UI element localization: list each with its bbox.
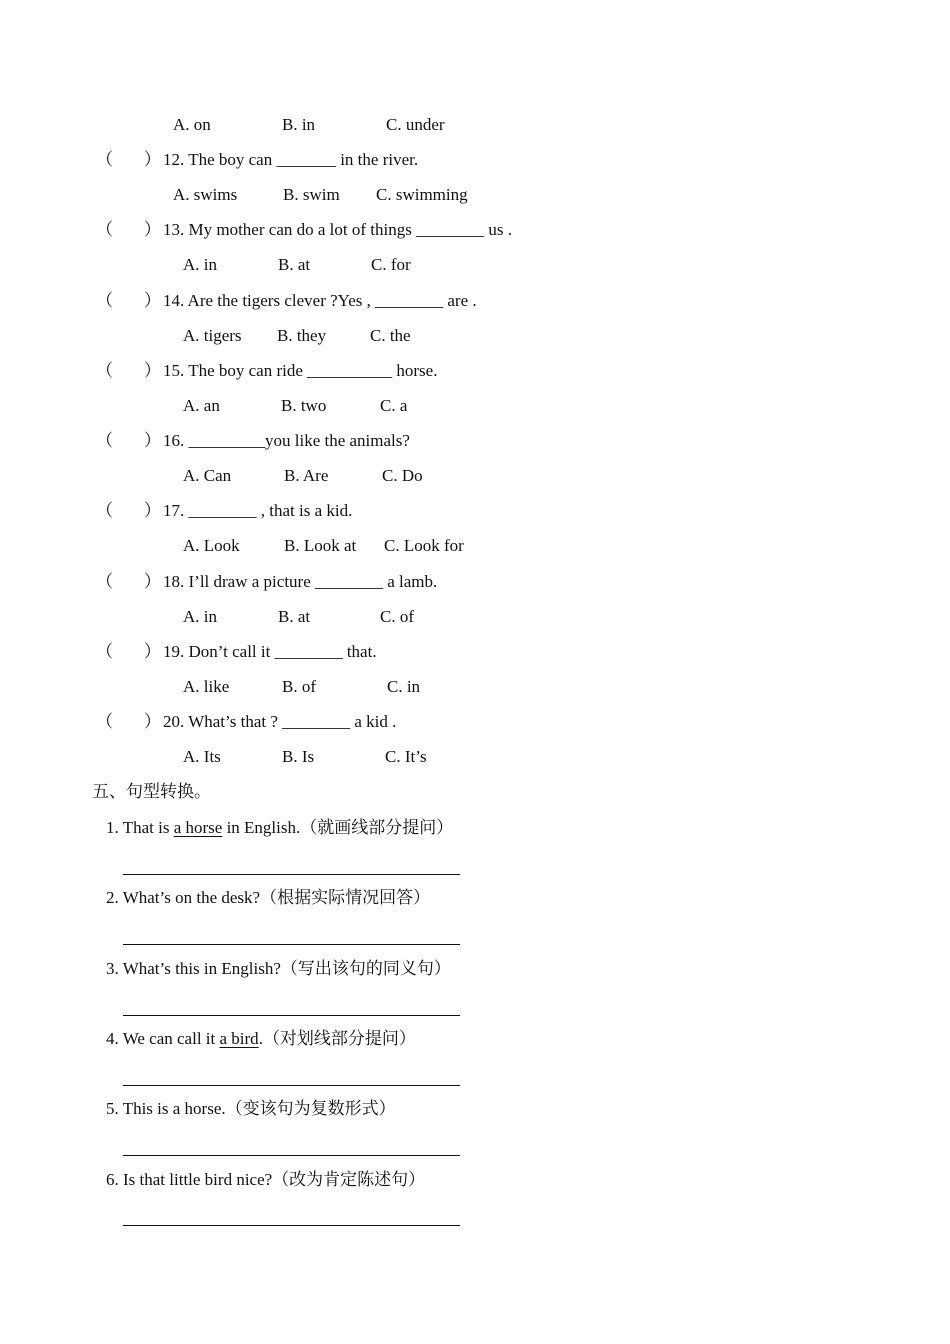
option-b: B. two — [281, 396, 327, 415]
option-c: C. in — [387, 677, 421, 696]
item-text: 3. What’s this in English?（写出该句的同义句） — [106, 959, 451, 978]
option-a: A. in — [183, 607, 217, 626]
option-b: B. Is — [282, 747, 315, 766]
answer-line[interactable] — [123, 944, 460, 945]
answer-paren-open: （ — [96, 642, 113, 661]
underlined-phrase: a bird — [219, 1029, 259, 1048]
option-a: A. an — [183, 396, 220, 415]
option-a: A. Look — [183, 536, 240, 555]
item-text: 2. What’s on the desk?（根据实际情况回答） — [106, 888, 431, 907]
answer-paren-close: ） — [144, 712, 161, 731]
transform-item-6 — [106, 1169, 425, 1191]
answer-paren-close: ） — [144, 501, 161, 520]
answer-paren-close: ） — [144, 291, 161, 310]
answer-paren-close: ） — [144, 431, 161, 450]
question-stem: 12. The boy can _______ in the river. — [163, 150, 419, 169]
option-b: B. at — [278, 255, 311, 274]
option-b: B. of — [282, 677, 316, 696]
option-b: B. swim — [283, 185, 340, 204]
answer-line[interactable] — [123, 1225, 460, 1226]
answer-paren-open: （ — [96, 150, 113, 169]
option-c: C. under — [386, 115, 445, 134]
answer-paren-close: ） — [144, 150, 161, 169]
question-stem: 18. I’ll draw a picture ________ a lamb. — [163, 572, 438, 591]
answer-paren-close: ） — [144, 361, 161, 380]
question-stem: 13. My mother can do a lot of things ________ us . — [163, 220, 512, 239]
option-b: B. Are — [284, 466, 329, 485]
transform-item-5 — [106, 1098, 396, 1120]
transform-item-3 — [106, 958, 451, 980]
answer-paren-open: （ — [96, 291, 113, 310]
answer-line[interactable] — [123, 1085, 460, 1086]
option-c: C. a — [380, 396, 408, 415]
option-c: C. Do — [382, 466, 423, 485]
question-stem: 15. The boy can ride __________ horse. — [163, 361, 438, 380]
transform-item-1 — [106, 817, 453, 839]
answer-paren-open: （ — [96, 220, 113, 239]
question-stem: 19. Don’t call it ________ that. — [163, 642, 377, 661]
item-text: 6. Is that little bird nice?（改为肯定陈述句） — [106, 1170, 426, 1189]
item-text: 5. This is a horse.（变该句为复数形式） — [106, 1099, 396, 1118]
answer-paren-open: （ — [96, 572, 113, 591]
option-a: A. tigers — [183, 326, 242, 345]
item-text: 4. We can call it — [106, 1029, 220, 1048]
option-b: B. at — [278, 607, 311, 626]
question-stem: 20. What’s that ? ________ a kid . — [163, 712, 397, 731]
answer-line[interactable] — [123, 1155, 460, 1156]
option-c: C. for — [371, 255, 411, 274]
item-text: .（对划线部分提问） — [258, 1029, 416, 1048]
option-c: C. Look for — [384, 536, 464, 555]
question-stem: 14. Are the tigers clever ?Yes , ________ are . — [163, 291, 477, 310]
option-b: B. in — [282, 115, 316, 134]
option-a: A. swims — [173, 185, 238, 204]
answer-paren-open: （ — [96, 431, 113, 450]
transform-item-2 — [106, 887, 430, 909]
transform-item-4 — [106, 1028, 416, 1050]
answer-paren-open: （ — [96, 501, 113, 520]
option-a: A. Its — [183, 747, 221, 766]
option-c: C. It’s — [385, 747, 427, 766]
option-c: C. of — [380, 607, 414, 626]
underlined-phrase: a horse — [173, 818, 223, 837]
answer-line[interactable] — [123, 874, 460, 875]
option-c: C. swimming — [376, 185, 468, 204]
section-title: 五、句型转换。 — [92, 782, 211, 801]
item-text: 1. That is — [106, 818, 174, 837]
option-a: A. on — [173, 115, 211, 134]
answer-paren-close: ） — [144, 642, 161, 661]
question-stem: 17. ________ , that is a kid. — [163, 501, 353, 520]
item-text: in English.（就画线部分提问） — [222, 818, 454, 837]
option-a: A. Can — [183, 466, 232, 485]
option-a: A. in — [183, 255, 217, 274]
answer-paren-open: （ — [96, 361, 113, 380]
answer-paren-close: ） — [144, 220, 161, 239]
option-b: B. they — [277, 326, 327, 345]
question-stem: 16. _________you like the animals? — [163, 431, 410, 450]
answer-paren-open: （ — [96, 712, 113, 731]
option-a: A. like — [183, 677, 230, 696]
answer-paren-close: ） — [144, 572, 161, 591]
option-b: B. Look at — [284, 536, 357, 555]
option-c: C. the — [370, 326, 411, 345]
answer-line[interactable] — [123, 1015, 460, 1016]
